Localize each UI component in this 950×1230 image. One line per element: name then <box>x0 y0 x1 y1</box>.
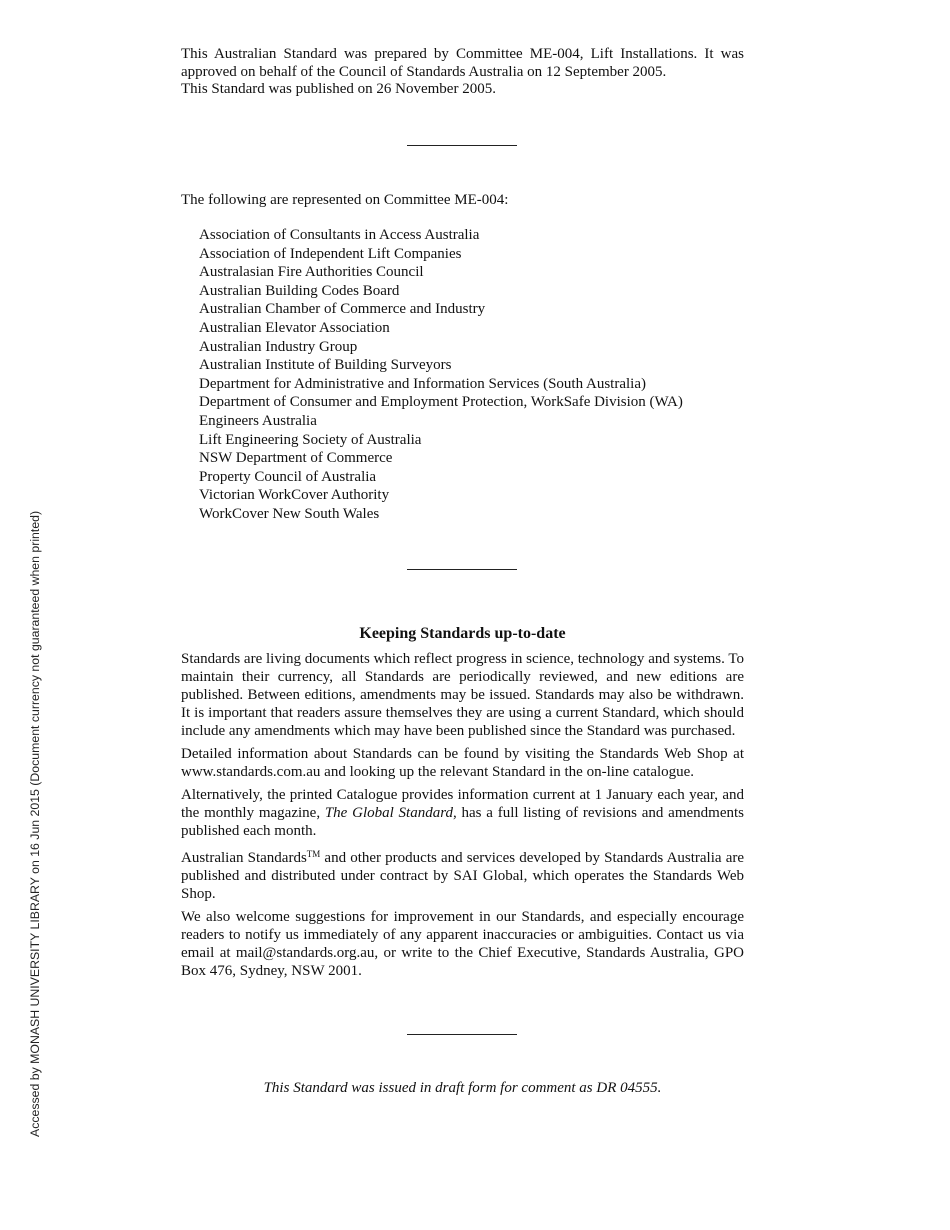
paragraph <box>181 786 744 840</box>
paragraph: We also welcome suggestions for improvement in our Standards, and especially encourage readers to notify us immediately of any apparent inaccuracies or ambiguities. Contact us via email at mail@standards.org.au, or write to the Chief Executive, Standards Australia, GPO Box 476, Sydney, NSW 2001. <box>181 909 744 979</box>
keeping-standards-body <box>181 650 744 985</box>
committee-member: Victorian WorkCover Authority <box>199 487 390 504</box>
committee-intro: The following are represented on Committee ME-004: <box>181 192 509 208</box>
paragraph-text: , has a full listing of revisions and amendments published each month. <box>181 805 744 839</box>
paragraph: Detailed information about Standards can be found by visiting the Standards Web Shop at www.standards.com.au and looking up the relevant Standard in the on-line catalogue. <box>181 746 744 780</box>
committee-member: Australasian Fire Authorities Council <box>199 264 424 281</box>
committee-member: Association of Consultants in Access Australia <box>199 227 480 243</box>
committee-member: Property Council of Australia <box>199 468 377 485</box>
paragraph: Standards are living documents which reflect progress in science, technology and systems. To maintain their currency, all Standards are periodically reviewed, and new editions are published. Between editions, amendments may be issued. Standards may also be withdrawn. It is important that readers assure themselves they are using a current Standard, which should include any amendments which may have been published since the Standard was purchased. <box>181 651 744 739</box>
publication-date-text: This Standard was published on 26 November 2005. <box>181 81 496 97</box>
committee-member: Department of Consumer and Employment Protection, WorkSafe Division (WA) <box>199 394 683 411</box>
magazine-title: The Global Standard <box>324 805 453 821</box>
committee-member: Engineers Australia <box>199 412 317 429</box>
committee-member: Association of Independent Lift Companies <box>199 245 462 262</box>
committee-member: NSW Department of Commerce <box>199 450 393 467</box>
paragraph-text: Australian Standards <box>181 850 307 866</box>
committee-member: Department for Administrative and Information Services (South Australia) <box>199 375 646 392</box>
approval-statement <box>181 45 744 98</box>
draft-note: This Standard was issued in draft form for comment as DR 04555. <box>263 1080 662 1096</box>
committee-member-list <box>199 226 683 524</box>
section-divider <box>407 569 517 570</box>
trademark-symbol: TM <box>306 849 321 859</box>
committee-member: Lift Engineering Society of Australia <box>199 431 422 448</box>
access-watermark: Accessed by MONASH UNIVERSITY LIBRARY on 16 Jun 2015 (Document currency not guaranteed when printed) <box>28 510 42 1137</box>
committee-member: Australian Institute of Building Surveyors <box>199 357 452 374</box>
section-divider <box>407 1034 517 1035</box>
committee-member: WorkCover New South Wales <box>199 505 380 522</box>
committee-member: Australian Industry Group <box>199 338 358 355</box>
paragraph-text: Alternatively, the printed Catalogue provides information current at 1 January each year, and the monthly magazine, <box>181 787 744 821</box>
committee-member: Australian Building Codes Board <box>199 282 400 299</box>
paragraph <box>181 845 744 903</box>
keeping-standards-heading: Keeping Standards up-to-date <box>359 625 566 642</box>
committee-member: Australian Chamber of Commerce and Industry <box>199 301 486 318</box>
committee-member: Australian Elevator Association <box>199 319 390 336</box>
section-divider <box>407 145 517 146</box>
paragraph-text: and other products and services developed by Standards Australia are published and distributed under contract by SAI Global, which operates the Standards Web Shop. <box>181 850 744 902</box>
approval-text: This Australian Standard was prepared by Committee ME-004, Lift Installations. It was approved on behalf of the Council of Standards Australia on 12 September 2005. <box>181 46 744 80</box>
